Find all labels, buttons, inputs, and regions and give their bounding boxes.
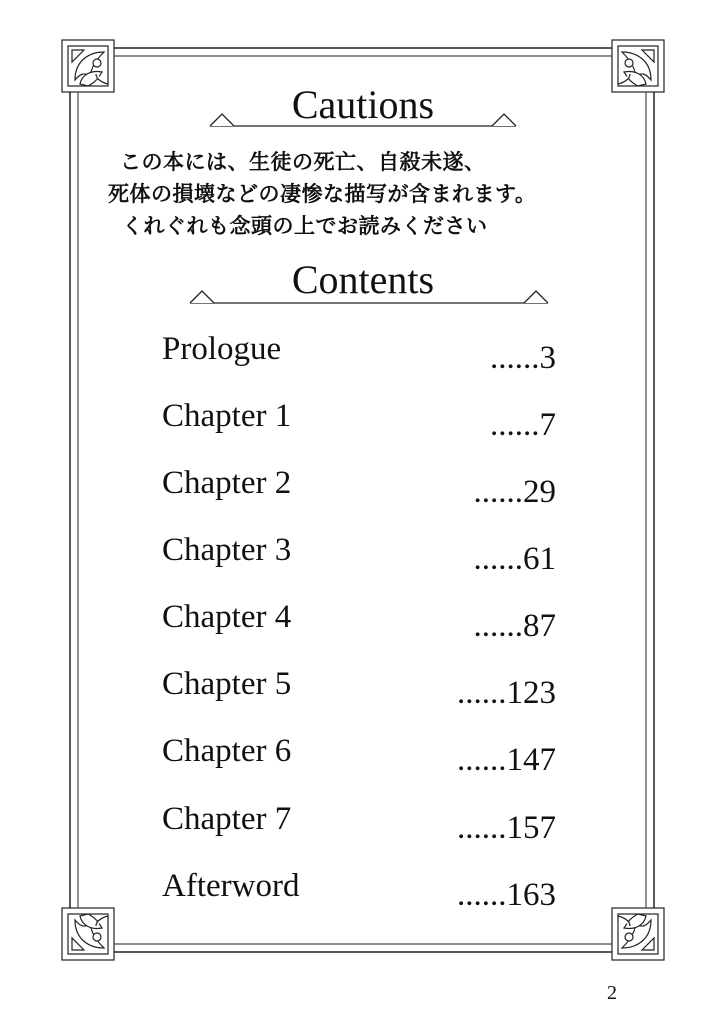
toc-entry-label: Chapter 5 [162,666,292,702]
toc-entry-label: Prologue [162,331,282,367]
caution-line: この本には、生徒の死亡、自殺未遂、 [120,150,486,174]
toc-entry-page: ......7 [490,407,556,443]
toc-entry-page: ......147 [457,742,556,778]
toc-entry-label: Chapter 7 [162,801,292,837]
toc-entry-page: ......87 [473,608,556,644]
toc-entry-page: ......61 [473,541,556,577]
toc-entry-label: Chapter 2 [162,465,292,501]
toc-entry-label: Chapter 6 [162,733,292,769]
toc-entry-page: ......163 [457,877,556,913]
toc-entry-label: Chapter 1 [162,398,292,434]
toc-entry-label: Afterword [162,868,300,904]
contents-heading: Contents [291,257,435,302]
toc-entry-page: ......3 [490,340,556,376]
page-number: 2 [607,982,617,1004]
toc-entry-page: ......29 [473,474,556,510]
toc-entry-label: Chapter 4 [162,599,292,635]
toc-entry-page: ......157 [457,810,556,846]
corner-ornament-icon [62,908,114,960]
caution-line: 死体の損壊などの凄惨な描写が含まれます。 [108,182,537,206]
toc-entry-label: Chapter 3 [162,532,292,568]
caution-line: くれぐれも念頭の上でお読みください [122,214,488,238]
toc-entry-page: ......123 [457,675,556,711]
cautions-heading: Cautions [291,82,435,127]
corner-ornament-icon [612,908,664,960]
